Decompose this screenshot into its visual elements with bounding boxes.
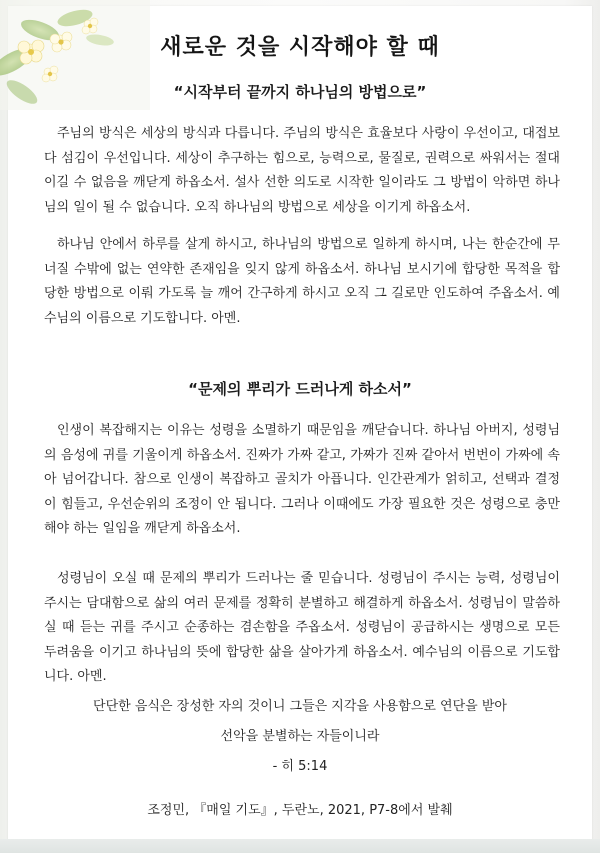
section-heading-1: “시작부터 끝까지 하나님의 방법으로” xyxy=(173,83,427,101)
paragraph-3 xyxy=(44,419,560,542)
source-citation: 조정민, 『매일 기도』, 두란노, 2021, P7-8에서 발췌 xyxy=(147,803,453,818)
paragraph-2 xyxy=(44,233,560,331)
paragraph-text: 인생이 복잡해지는 이유는 성령을 소멸하기 때문임을 깨닫습니다. 하나님 아버지, 성령님의 음성에 귀를 기울이게 하옵소서. 진짜가 가짜 같고, 가짜가 진짜 같아서 번번이 가짜에 속아 넘어갑니다. 참으로 인생이 복잡하고 골치가 아픕니다. 인간관계가 얽히고, 선택과 결정이 힘들고, 우선순위의 조정이 안 됩니다. 그러나 이때에도 가장 필요한 것은 성령으로 충만해야 하는 일임을 깨닫게 하옵소서. xyxy=(44,423,560,536)
paragraph-4 xyxy=(44,567,560,690)
bottom-border xyxy=(0,839,600,853)
section-heading-2: “문제의 뿌리가 드러나게 하소서” xyxy=(188,380,412,398)
paragraph-text: 하나님 안에서 하루를 살게 하시고, 하나님의 방법으로 일하게 하시며, 나는 한순간에 무너질 수밖에 없는 연약한 존재임을 잊지 않게 하옵소서. 하나님 보시기에 합당한 목적을 합당한 방법으로 이뤄 가도록 늘 깨어 간구하게 하시고 오직 그 길로만 인도하여 주옵소서. 예수님의 이름으로 기도합니다. 아멘. xyxy=(44,237,560,326)
verse-line-2: 선악을 분별하는 자들이니라 xyxy=(220,729,380,744)
paragraph-text: 주님의 방식은 세상의 방식과 다릅니다. 주님의 방식은 효율보다 사랑이 우선이고, 대접보다 섬김이 우선입니다. 세상이 추구하는 힘으로, 능력으로, 물질로, 권력으로 싸워서는 절대 이길 수 없음을 깨닫게 하옵소서. 설사 선한 의도로 시작한 일이라도 그 방법이 악하면 하나님의 일이 될 수 없습니다. 오직 하나님의 방법으로 세상을 이기게 하옵소서. xyxy=(44,126,560,215)
page-title: 새로운 것을 시작해야 할 때 xyxy=(160,35,440,60)
verse-line-1: 단단한 음식은 장성한 자의 것이니 그들은 지각을 사용함으로 연단을 받아 xyxy=(93,699,507,714)
paragraph-text: 성령님이 오실 때 문제의 뿌리가 드러나는 줄 믿습니다. 성령님이 주시는 능력, 성령님이 주시는 담대함으로 삶의 여러 문제를 정확히 분별하고 해결하게 하옵소서. 성령님이 말씀하실 때 듣는 귀를 주시고 순종하는 겸손함을 주옵소서. 성령님이 공급하시는 생명으로 모든 두려움을 이기고 하나님의 뜻에 합당한 삶을 살아가게 하옵소서. 예수님의 이름으로 기도합니다. 아멘. xyxy=(44,571,560,684)
verse-reference: - 히 5:14 xyxy=(272,759,328,774)
paragraph-1 xyxy=(44,122,560,220)
